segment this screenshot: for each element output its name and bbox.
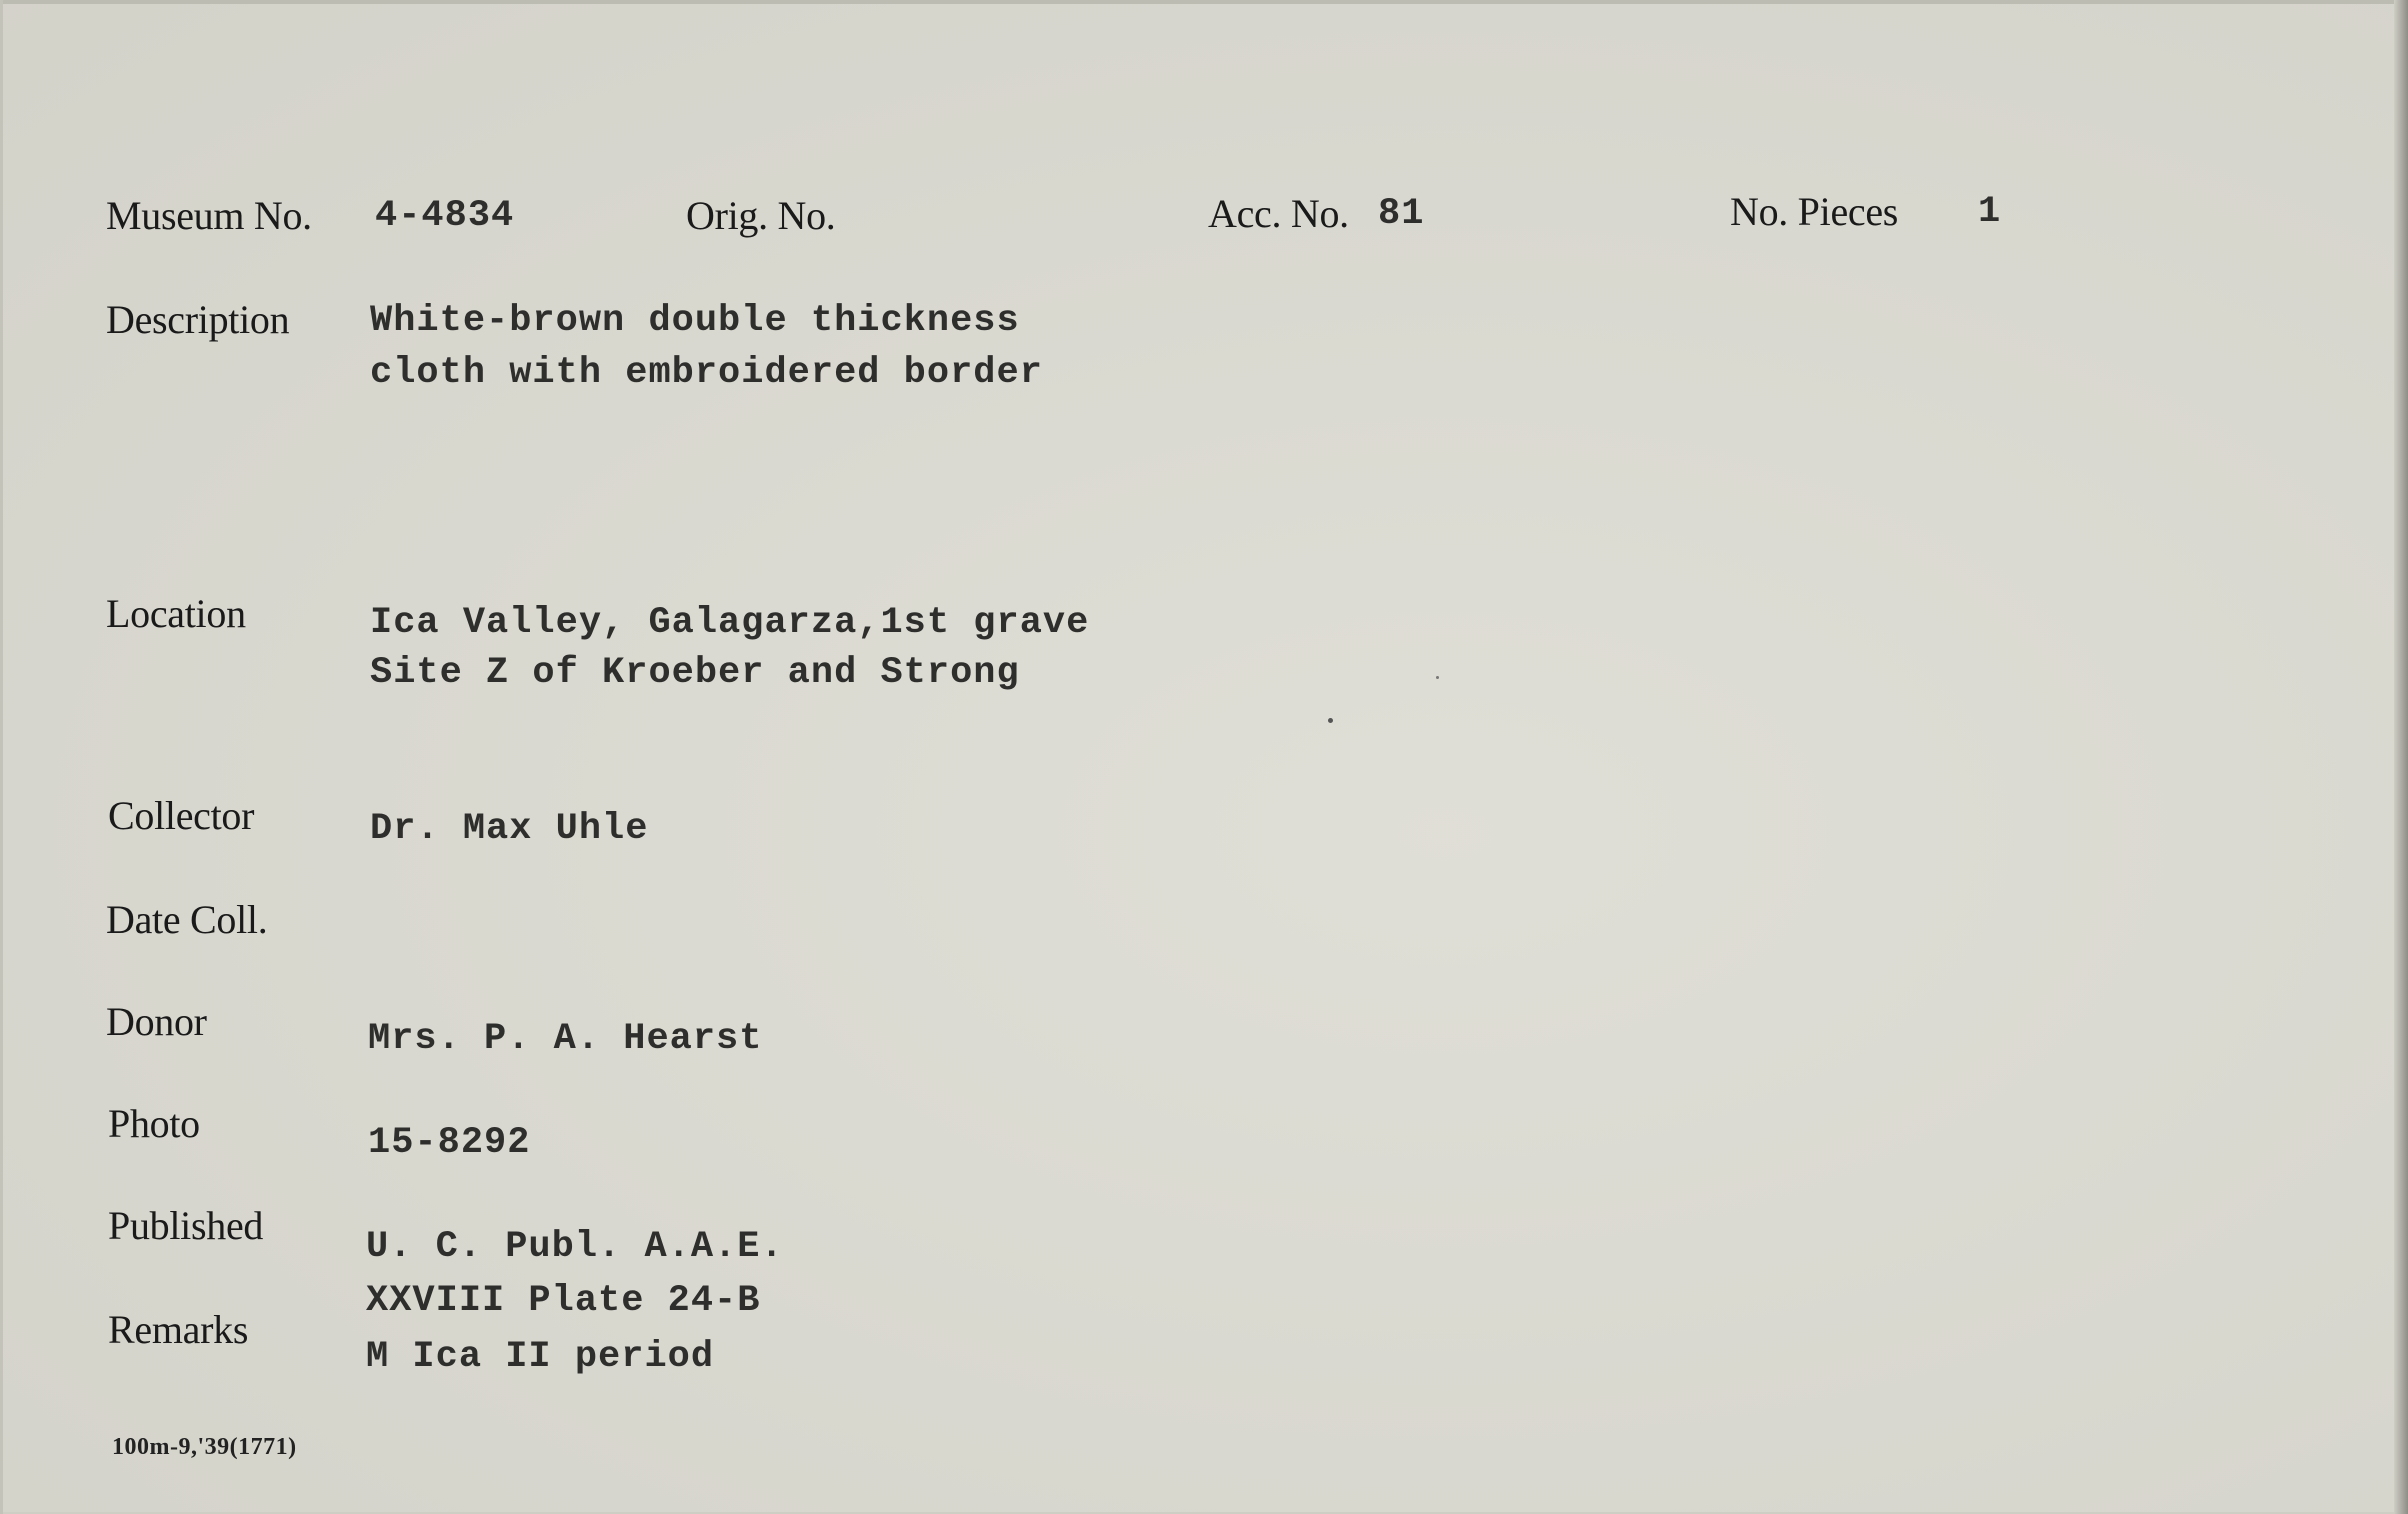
donor-label: Donor (106, 999, 207, 1044)
photo-label: Photo (108, 1101, 200, 1146)
collector-label: Collector (108, 793, 255, 838)
photo-value: 15-8292 (368, 1122, 531, 1164)
museum-no-value: 4-4834 (375, 195, 515, 237)
acc-no-value: 81 (1378, 193, 1425, 235)
location-line-1: Ica Valley, Galagarza,1st grave (370, 602, 1090, 644)
paper-speck (1436, 676, 1439, 679)
published-label: Published (108, 1203, 264, 1248)
no-pieces-value: 1 (1978, 191, 2002, 233)
location-line-2: Site Z of Kroeber and Strong (370, 652, 1020, 694)
donor-value: Mrs. P. A. Hearst (368, 1018, 763, 1060)
orig-no-label: Orig. No. (686, 193, 836, 238)
print-code: 100m-9,'39(1771) (112, 1434, 297, 1460)
description-line-2: cloth with embroidered border (370, 352, 1043, 394)
card-right-edge (2394, 0, 2408, 1514)
museum-no-label: Museum No. (106, 193, 312, 238)
description-label: Description (106, 297, 290, 342)
remarks-value: M Ica II period (366, 1336, 715, 1378)
published-line-2: XXVIII Plate 24-B (366, 1280, 761, 1322)
location-label: Location (106, 591, 246, 636)
card-left-edge (0, 0, 3, 1514)
published-line-1: U. C. Publ. A.A.E. (366, 1226, 784, 1268)
date-coll-label: Date Coll. (106, 897, 268, 942)
paper-speck (1328, 718, 1333, 723)
description-line-1: White-brown double thickness (370, 300, 1020, 342)
card-top-edge (0, 0, 2408, 4)
collector-value: Dr. Max Uhle (370, 808, 649, 850)
no-pieces-label: No. Pieces (1730, 189, 1899, 234)
remarks-label: Remarks (108, 1307, 249, 1352)
acc-no-label: Acc. No. (1208, 191, 1349, 236)
